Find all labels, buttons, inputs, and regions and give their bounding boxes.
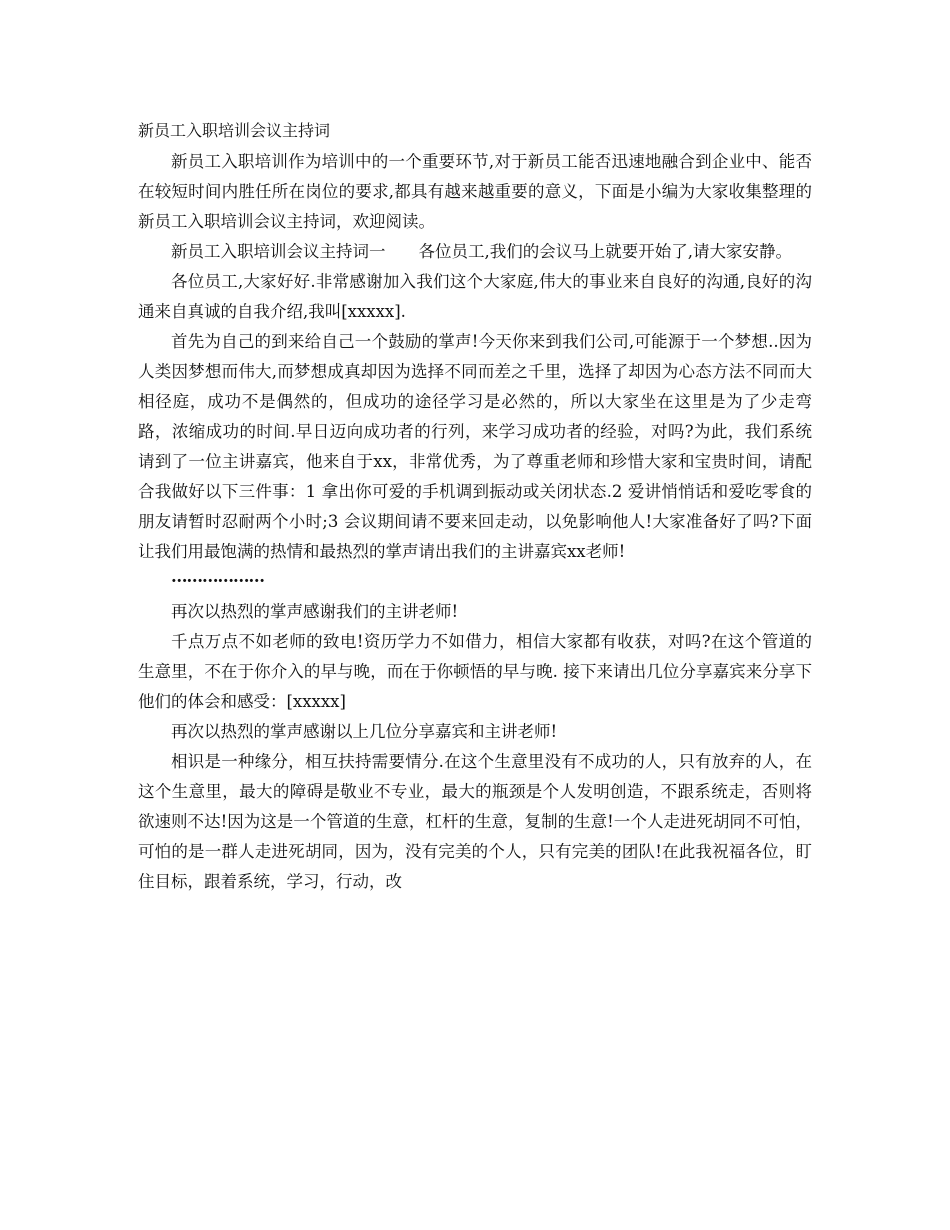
paragraph-closing: 相识是一种缘分，相互扶持需要情分.在这个生意里没有不成功的人，只有放弃的人，在这个生意里，最大的障碍是敬业不专业，最大的瓶颈是个人发明创造，不跟系统走，否则将欲速则不达!因为这是一个管道的生意，杠杆的生意，复制的生意!一个人走进死胡同不可怕，可怕的是一群人走进死胡同，因为，没有完美的个人，只有完美的团队!在此我祝福各位，盯住目标，跟着系统，学习，行动，改 [138, 752, 812, 891]
document-page [138, 118, 812, 897]
paragraph-opening: 新员工入职培训会议主持词一 各位员工,我们的会议马上就要开始了,请大家安静。 [171, 242, 792, 261]
paragraph-thanks-guests: 再次以热烈的掌声感谢以上几位分享嘉宾和主讲老师! [171, 722, 558, 741]
paragraph-thanks-teacher: 再次以热烈的掌声感谢我们的主讲老师! [171, 602, 459, 621]
ellipsis-separator: ……………… [171, 567, 264, 586]
paragraph-greeting: 各位员工,大家好好.非常感谢加入我们这个大家庭,伟大的事业来自良好的沟通,良好的沟通来自真诚的自我介绍,我叫[xxxxx]. [138, 272, 812, 321]
paragraph-main-speech: 首先为自己的到来给自己一个鼓励的掌声!今天你来到我们公司,可能源于一个梦想..因为人类因梦想而伟大,而梦想成真却因为选择不同而差之千里，选择了却因为心态方法不同而大相径庭，成功不是偶然的，但成功的途径学习是必然的，所以大家坐在这里是为了少走弯路，浓缩成功的时间.早日迈向成功者的行列，来学习成功者的经验，对吗?为此，我们系统请到了一位主讲嘉宾，他来自于xx，非常优秀，为了尊重老师和珍惜大家和宝贵时间，请配合我做好以下三件事：1 拿出你可爱的手机调到振动或关闭状态.2 爱讲悄悄话和爱吃零食的朋友请暂时忍耐两个小时;3 会议期间请不要来回走动，以免影响他人!大家准备好了吗?下面让我们用最饱满的热情和最热烈的掌声请出我们的主讲嘉宾xx老师! [138, 332, 812, 561]
paragraph-intro: 新员工入职培训作为培训中的一个重要环节,对于新员工能否迅速地融合到企业中、能否在较短时间内胜任所在岗位的要求,都具有越来越重要的意义，下面是小编为大家收集整理的新员工入职培训会议主持词，欢迎阅读。 [138, 152, 812, 231]
document-title: 新员工入职培训会议主持词 [138, 121, 331, 140]
paragraph-sharing-guests: 千点万点不如老师的致电!资历学力不如借力，相信大家都有收获，对吗?在这个管道的生意里，不在于你介入的早与晚，而在于你顿悟的早与晚. 接下来请出几位分享嘉宾来分享下他们的体会和感受：[xxxxx] [138, 632, 812, 711]
